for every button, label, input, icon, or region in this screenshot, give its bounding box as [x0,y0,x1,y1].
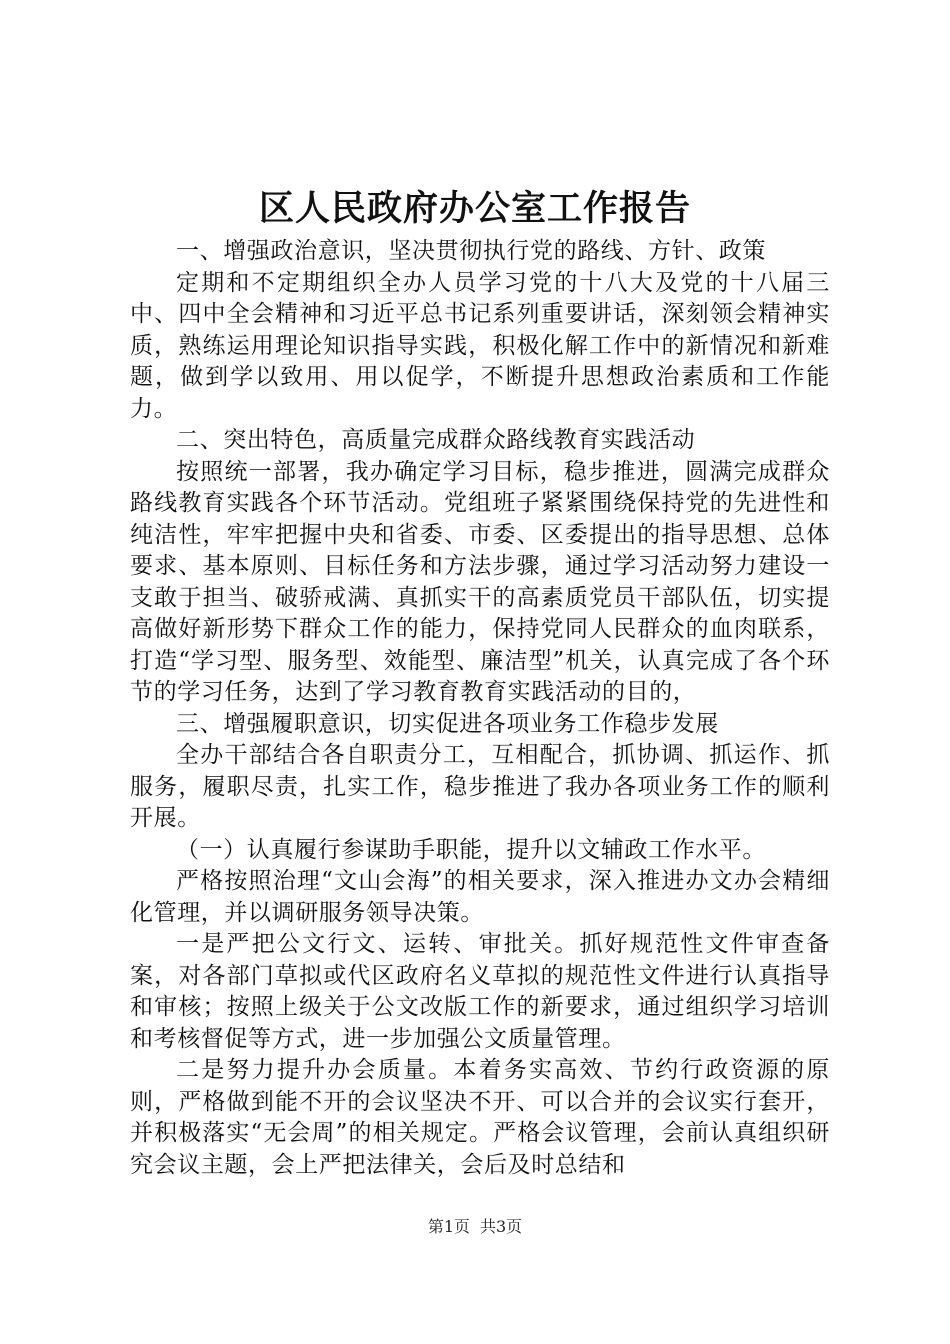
paragraph: 一是严把公文行文、运转、审批关。抓好规范性文件审查备案，对各部门草拟或代区政府名义草拟的规范性文件进行认真指导和审核；按照上级关于公文改版工作的新要求，通过组织学习培训和考核督促等方式，进一步加强公文质量管理。 [130,931,830,1052]
subsection-heading-1: （一）认真履行参谋助手职能，提升以文辅政工作水平。 [176,836,766,863]
section-heading-3: 三、增强履职意识，切实促进各项业务工作稳步发展 [176,710,719,737]
section-heading-1: 一、增强政治意识，坚决贯彻执行党的路线、方针、政策 [176,238,766,264]
page-total: 共3页 [480,1217,523,1236]
page-number: 第1页 [427,1217,470,1236]
paragraph: 全办干部结合各自职责分工，互相配合，抓协调、抓运作、抓服务，履职尽责，扎实工作，稳步推进了我办各项业务工作的顺利开展。 [130,742,830,831]
paragraph: 二是努力提升办会质量。本着务实高效、节约行政资源的原则，严格做到能不开的会议坚决不开、可以合并的会议实行套开，并积极落实“无会周”的相关规定。严格会议管理，会前认真组织研究会议主题，会上严把法律关，会后及时总结和 [130,1057,830,1178]
document-title: 区人民政府办公室工作报告 [258,188,691,229]
section-heading-2: 二、突出特色，高质量完成群众路线教育实践活动 [176,427,696,453]
document-body [130,236,830,1181]
paragraph: 定期和不定期组织全办人员学习党的十八大及党的十八届三中、四中全会精神和习近平总书记系列重要讲话，深刻领会精神实质，熟练运用理论知识指导实践，积极化解工作中的新情况和新难题，做到学以致用、用以促学，不断提升思想政治素质和工作能力。 [130,269,830,422]
paragraph: 严格按照治理“文山会海”的相关要求，深入推进办文办会精细化管理，并以调研服务领导决策。 [130,868,830,926]
paragraph: 按照统一部署，我办确定学习目标，稳步推进，圆满完成群众路线教育实践各个环节活动。党组班子紧紧围绕保持党的先进性和纯洁性，牢牢把握中央和省委、市委、区委提出的指导思想、总体要求、基本原则、目标任务和方法步骤，通过学习活动努力建设一支敢于担当、破骄戒满、真抓实干的高素质党员干部队伍，切实提高做好新形势下群众工作的能力，保持党同人民群众的血肉联系，打造“学习型、服务型、效能型、廉洁型”机关，认真完成了各个环节的学习任务，达到了学习教育教育实践活动的目的， [130,458,830,705]
page-footer [0,1216,950,1238]
